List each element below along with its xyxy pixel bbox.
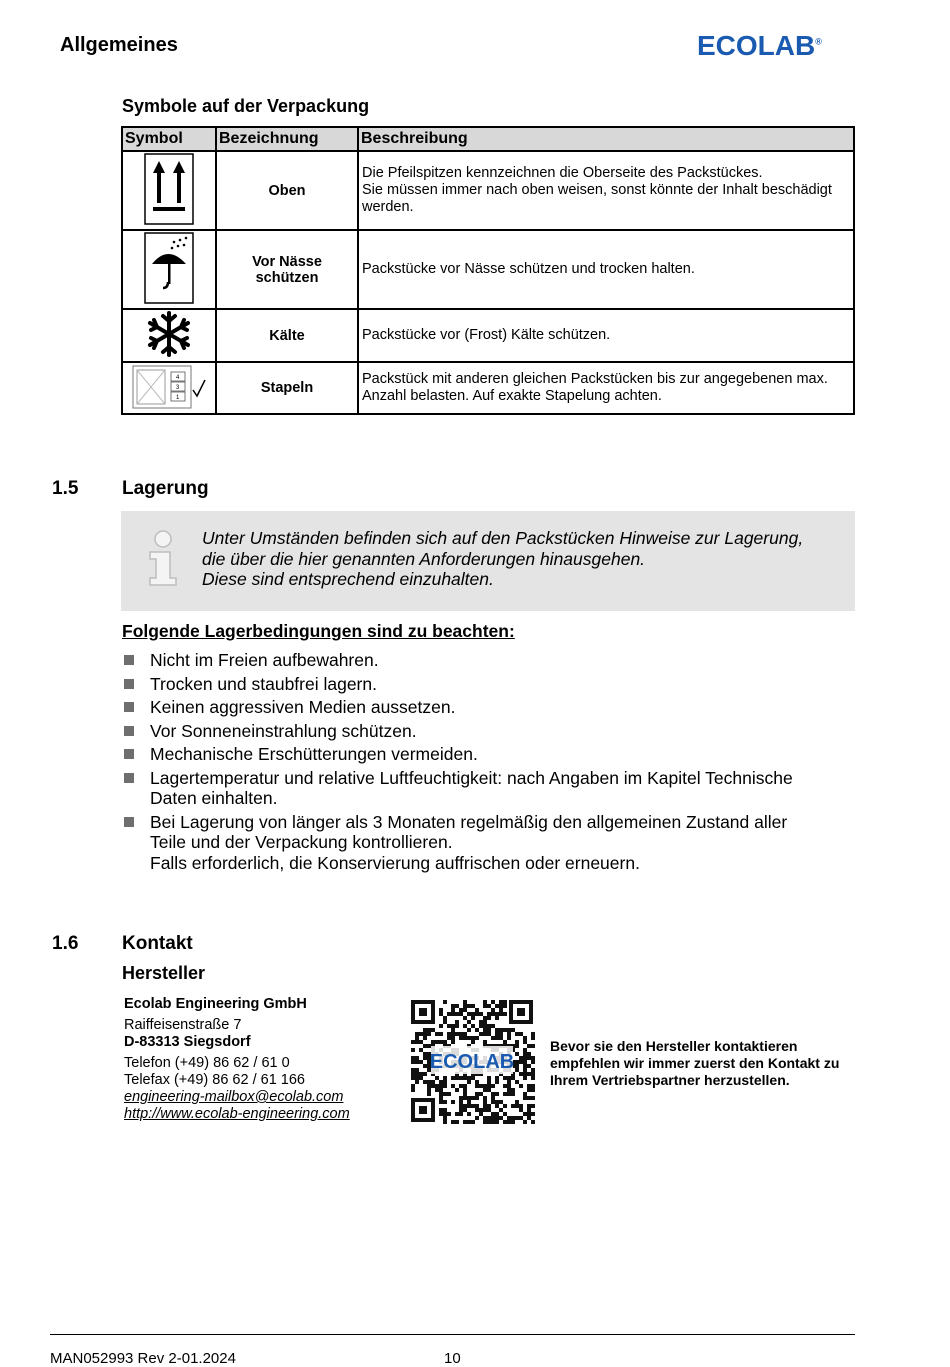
info-line: Unter Umständen befinden sich auf den Packstücken Hinweise zur Lagerung, xyxy=(202,528,804,548)
condition-text: Keinen aggressiven Medien aussetzen. xyxy=(150,697,456,717)
col-header-beschreibung: Beschreibung xyxy=(358,127,854,151)
square-bullet-icon xyxy=(124,702,134,712)
condition-text: Trocken und staubfrei lagern. xyxy=(150,673,377,694)
info-icon xyxy=(146,530,180,593)
list-item xyxy=(122,674,842,695)
symbol-description xyxy=(358,309,854,362)
condition-text: Mechanische Erschütterungen vermeiden. xyxy=(150,744,478,764)
contact-note: Bevor sie den Hersteller kontaktieren empfehlen wir immer zuerst den Kontakt zu Ihrem Vertriebspartner herzustellen. xyxy=(550,1038,840,1088)
svg-text:4: 4 xyxy=(176,374,180,381)
footer-page-number: 10 xyxy=(444,1350,461,1367)
description-line: Sie müssen immer nach oben weisen, sonst könnte der Inhalt beschädigt werden. xyxy=(362,182,832,215)
square-bullet-icon xyxy=(124,726,134,736)
this-way-up-arrows-icon xyxy=(144,153,194,225)
condition-text: Falls erforderlich, die Konservierung auffrischen oder erneuern. xyxy=(150,852,640,873)
symbol-description xyxy=(358,230,854,309)
table-header-row xyxy=(122,127,854,151)
street: Raiffeisenstraße 7 xyxy=(124,1017,242,1033)
email-link[interactable]: engineering-mailbox@ecolab.com xyxy=(124,1089,344,1105)
symbol-cell xyxy=(122,362,216,414)
table-row xyxy=(122,151,854,230)
website-link[interactable]: http://www.ecolab-engineering.com xyxy=(124,1106,350,1122)
symbol-name: Stapeln xyxy=(216,362,358,414)
list-item xyxy=(122,768,842,809)
company-name: Ecolab Engineering GmbH xyxy=(124,996,307,1012)
square-bullet-icon xyxy=(124,679,134,689)
symbol-name: Oben xyxy=(216,151,358,230)
fax: Telefax (+49) 86 62 / 61 166 xyxy=(124,1072,305,1088)
symbols-table xyxy=(121,126,855,415)
phone: Telefon (+49) 86 62 / 61 0 xyxy=(124,1055,290,1071)
stacking-limit-icon xyxy=(131,364,207,410)
condition-text: Vor Sonneneinstrahlung schützen. xyxy=(150,720,417,741)
umbrella-rain-icon xyxy=(144,232,194,304)
square-bullet-icon xyxy=(124,655,134,665)
condition-text: Bei Lagerung von länger als 3 Monaten regelmäßig den allgemeinen Zustand aller xyxy=(150,811,788,832)
list-item xyxy=(122,721,842,742)
info-line: die über die hier genannten Anforderungen hinausgehen. xyxy=(202,548,646,569)
description-line: Packstücke vor Nässe schützen und trocken halten. xyxy=(362,261,695,277)
symbol-name: Kälte xyxy=(216,309,358,362)
description-line: Die Pfeilspitzen kennzeichnen die Oberseite des Packstückes. xyxy=(362,165,763,181)
table-row xyxy=(122,362,854,414)
table-row xyxy=(122,230,854,309)
col-header-bezeichnung: Bezeichnung xyxy=(216,127,358,151)
list-item xyxy=(122,744,842,765)
qr-logo-text: ECOLAB xyxy=(429,1051,515,1073)
logo-text: ECOLAB xyxy=(697,30,816,61)
symbol-cell xyxy=(122,309,216,362)
section-title-kontakt: Kontakt xyxy=(122,933,193,954)
condition-text: Lagertemperatur und relative Luftfeuchtigkeit: nach Angaben im Kapitel Technische xyxy=(150,767,793,788)
list-item xyxy=(122,650,842,671)
symbol-cell xyxy=(122,230,216,309)
section-number-kontakt: 1.6 xyxy=(52,933,79,954)
symbol-cell xyxy=(122,151,216,230)
svg-text:3: 3 xyxy=(176,384,180,391)
square-bullet-icon xyxy=(124,749,134,759)
condition-text: Nicht im Freien aufbewahren. xyxy=(150,650,379,670)
conditions-list xyxy=(122,650,842,876)
section-title-lagerung: Lagerung xyxy=(122,478,209,499)
manufacturer-address xyxy=(124,996,350,1123)
list-item xyxy=(122,812,842,874)
footer-divider xyxy=(50,1334,855,1335)
description-line: Packstücke vor (Frost) Kälte schützen. xyxy=(362,327,611,343)
col-header-symbol: Symbol xyxy=(122,127,216,151)
description-line: Packstück mit anderen gleichen Packstücken bis zur angegebenen max. Anzahl belasten. Auf exakte Stapelung achten. xyxy=(362,371,828,404)
svg-text:1: 1 xyxy=(176,394,180,401)
square-bullet-icon xyxy=(124,817,134,827)
page-header-title: Allgemeines xyxy=(60,34,178,56)
registered-mark: ® xyxy=(815,36,822,47)
city: D-83313 Siegsdorf xyxy=(124,1034,251,1050)
conditions-heading: Folgende Lagerbedingungen sind zu beachten: xyxy=(122,621,515,641)
qr-code[interactable] xyxy=(409,998,535,1124)
symbol-name: Vor Nässe schützen xyxy=(216,230,358,309)
condition-text: Daten einhalten. xyxy=(150,788,278,808)
snowflake-icon xyxy=(143,310,195,358)
table-row xyxy=(122,309,854,362)
condition-text: Teile und der Verpackung kontrollieren. xyxy=(150,832,453,852)
section-number-lagerung: 1.5 xyxy=(52,478,79,499)
symbol-description xyxy=(358,151,854,230)
footer-doc-ref: MAN052993 Rev 2-01.2024 xyxy=(50,1350,236,1367)
symbol-description xyxy=(358,362,854,414)
info-line: Diese sind entsprechend einzuhalten. xyxy=(202,569,494,589)
list-item xyxy=(122,697,842,718)
ecolab-logo xyxy=(697,30,822,62)
symbols-heading: Symbole auf der Verpackung xyxy=(122,96,370,116)
info-text xyxy=(202,528,803,590)
square-bullet-icon xyxy=(124,773,134,783)
manufacturer-heading: Hersteller xyxy=(122,963,206,983)
